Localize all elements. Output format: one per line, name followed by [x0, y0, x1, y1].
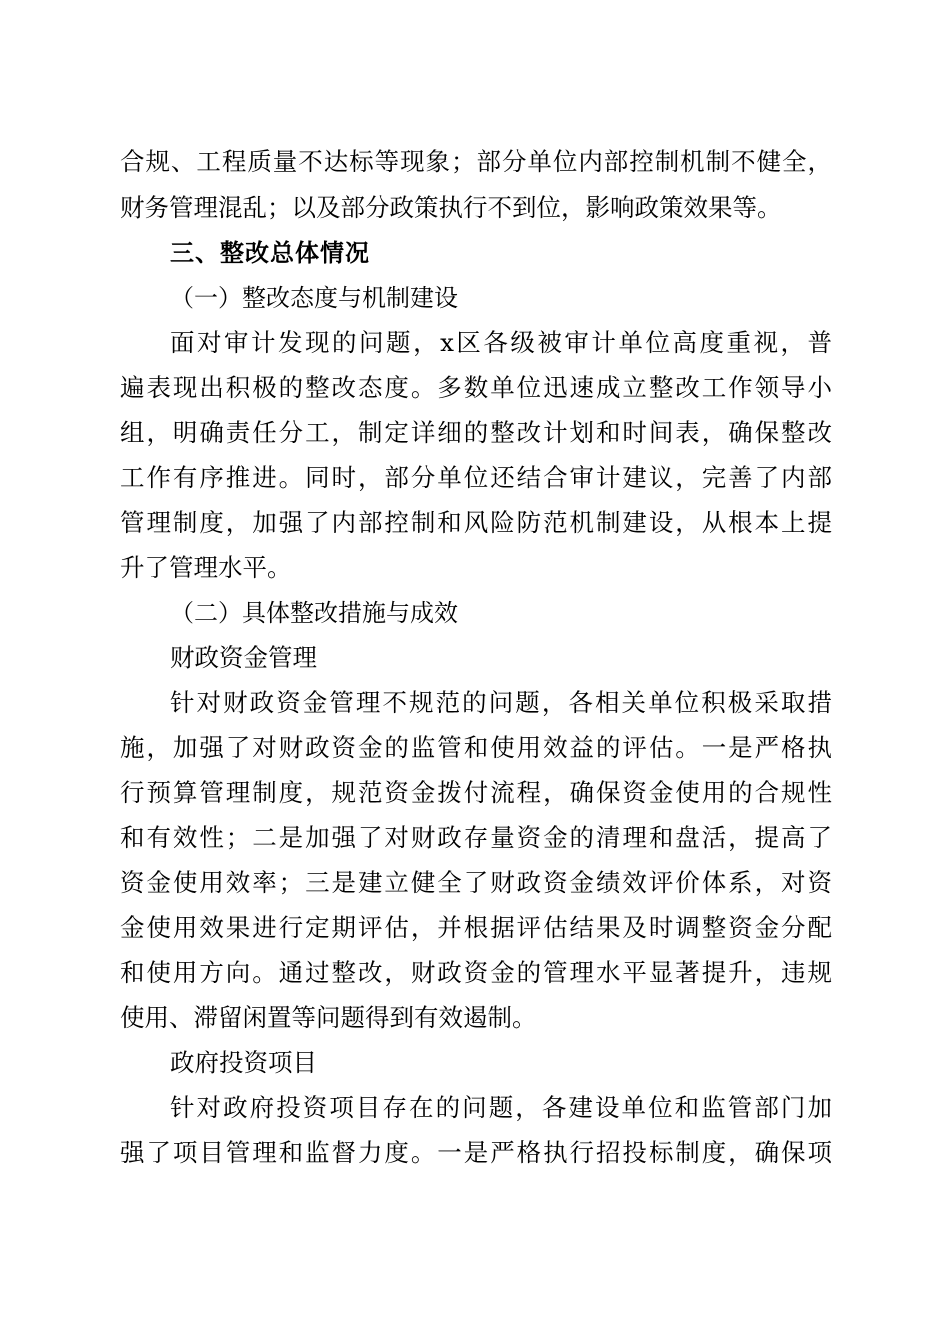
body-text-line: 面对审计发现的问题，x区各级被审计单位高度重视，普	[170, 328, 832, 357]
body-text-line: 管理制度，加强了内部控制和风险防范机制建设，从根本上提	[120, 508, 832, 537]
item-title: 财政资金管理	[170, 643, 317, 672]
body-text-line: 强了项目管理和监督力度。一是严格执行招投标制度，确保项	[120, 1138, 832, 1167]
body-text-line: 行预算管理制度，规范资金拨付流程，确保资金使用的合规性	[120, 778, 832, 807]
body-text-line: 使用、滞留闲置等问题得到有效遏制。	[120, 1003, 537, 1032]
body-text-line: 针对政府投资项目存在的问题，各建设单位和监管部门加	[170, 1093, 832, 1122]
body-text-line: 财务管理混乱；以及部分政策执行不到位，影响政策效果等。	[120, 193, 782, 222]
body-text-line: 遍表现出积极的整改态度。多数单位迅速成立整改工作领导小	[120, 373, 832, 402]
body-text-line: 和使用方向。通过整改，财政资金的管理水平显著提升，违规	[120, 958, 832, 987]
body-text-line: 金使用效果进行定期评估，并根据评估结果及时调整资金分配	[120, 913, 832, 942]
body-text-line: 施，加强了对财政资金的监管和使用效益的评估。一是严格执	[120, 733, 832, 762]
body-text-line: 和有效性；二是加强了对财政存量资金的清理和盘活，提高了	[120, 823, 832, 852]
body-text-line: 工作有序推进。同时，部分单位还结合审计建议，完善了内部	[120, 463, 832, 492]
body-text-line: 组，明确责任分工，制定详细的整改计划和时间表，确保整改	[120, 418, 832, 447]
subsection-heading: （一）整改态度与机制建设	[170, 284, 458, 312]
body-text-line: 升了管理水平。	[120, 553, 292, 582]
body-text-line: 资金使用效率；三是建立健全了财政资金绩效评价体系，对资	[120, 868, 832, 897]
body-text-line: 针对财政资金管理不规范的问题，各相关单位积极采取措	[170, 688, 832, 717]
section-heading: 三、整改总体情况	[170, 239, 370, 267]
item-title: 政府投资项目	[170, 1048, 317, 1077]
subsection-heading: （二）具体整改措施与成效	[170, 599, 458, 627]
body-text-line: 合规、工程质量不达标等现象；部分单位内部控制机制不健全，	[120, 147, 832, 176]
